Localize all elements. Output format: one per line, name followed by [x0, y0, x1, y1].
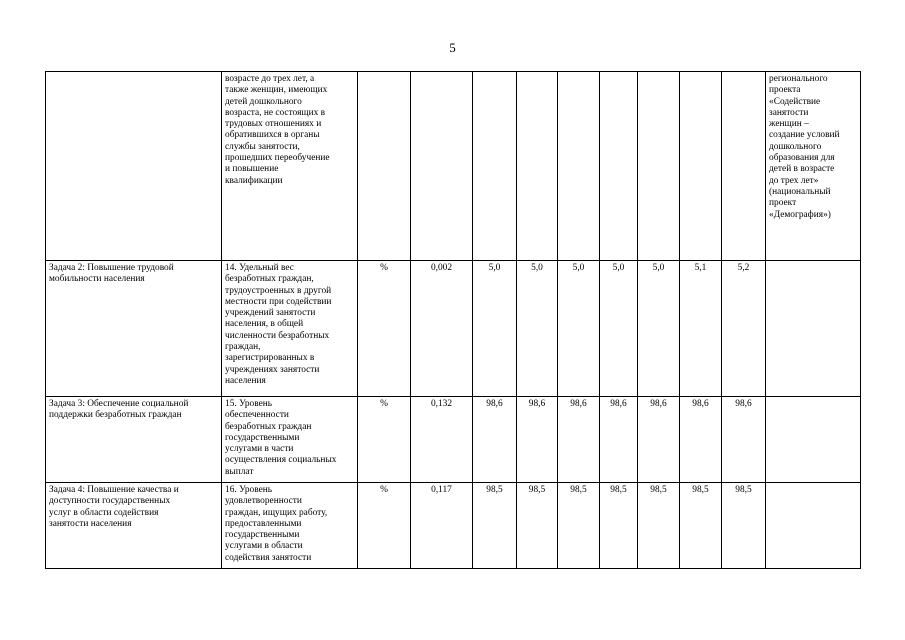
- unit-cell: %: [358, 397, 411, 483]
- value-cell: 5,0: [473, 261, 517, 397]
- task-cell: [46, 72, 222, 261]
- unit-cell: %: [358, 261, 411, 397]
- value-cell: 98,6: [722, 397, 766, 483]
- value-cell: 5,1: [680, 261, 722, 397]
- value-cell: 98,6: [600, 397, 638, 483]
- base-value-cell: 0,117: [411, 483, 473, 569]
- indicator-cell: 15. Уровень обеспеченности безработных граждан государственными услугами в части осуществления социальных выплат: [222, 397, 358, 483]
- value-cell: 5,0: [558, 261, 600, 397]
- value-cell: [600, 72, 638, 261]
- task-cell: Задача 4: Повышение качества и доступности государственных услуг в области содействия занятости населения: [46, 483, 222, 569]
- value-cell: 98,5: [638, 483, 680, 569]
- base-value-cell: 0,132: [411, 397, 473, 483]
- unit-cell: %: [358, 483, 411, 569]
- indicators-table: [45, 71, 861, 569]
- table-row: [46, 261, 861, 397]
- indicator-cell: 16. Уровень удовлетворенности граждан, ищущих работу, предоставленными государственными услугами в области содействия занятости: [222, 483, 358, 569]
- value-cell: 98,5: [600, 483, 638, 569]
- value-cell: [680, 72, 722, 261]
- value-cell: [558, 72, 600, 261]
- note-cell: [766, 483, 861, 569]
- value-cell: 98,5: [722, 483, 766, 569]
- value-cell: 98,5: [680, 483, 722, 569]
- value-cell: 98,6: [638, 397, 680, 483]
- value-cell: 98,6: [680, 397, 722, 483]
- base-value-cell: 0,002: [411, 261, 473, 397]
- page-number: 5: [449, 40, 456, 55]
- note-cell: [766, 261, 861, 397]
- unit-cell: [358, 72, 411, 261]
- value-cell: [517, 72, 558, 261]
- value-cell: 98,6: [558, 397, 600, 483]
- note-cell: [766, 397, 861, 483]
- value-cell: 5,0: [638, 261, 680, 397]
- value-cell: 98,5: [558, 483, 600, 569]
- value-cell: 5,0: [517, 261, 558, 397]
- table-row: [46, 483, 861, 569]
- value-cell: 5,2: [722, 261, 766, 397]
- note-cell: регионального проекта «Содействие занятости женщин – создание условий дошкольного образования для детей в возрасте до трех лет» (национальный проект «Демография»): [766, 72, 861, 261]
- value-cell: 98,6: [517, 397, 558, 483]
- base-value-cell: [411, 72, 473, 261]
- indicator-cell: 14. Удельный вес безработных граждан, трудоустроенных в другой местности при содействии учреждений занятости населения, в общей численности безработных граждан, зарегистрированных в учреждениях занятости населения: [222, 261, 358, 397]
- value-cell: 98,5: [473, 483, 517, 569]
- value-cell: [638, 72, 680, 261]
- task-cell: Задача 3: Обеспечение социальной поддержки безработных граждан: [46, 397, 222, 483]
- value-cell: 5,0: [600, 261, 638, 397]
- task-cell: Задача 2: Повышение трудовой мобильности населения: [46, 261, 222, 397]
- value-cell: [473, 72, 517, 261]
- table-row: [46, 72, 861, 261]
- indicator-cell: возрасте до трех лет, а также женщин, имеющих детей дошкольного возраста, не состоящих в трудовых отношениях и обратившихся в органы службы занятости, прошедших переобучение и повышение квалификации: [222, 72, 358, 261]
- value-cell: 98,5: [517, 483, 558, 569]
- value-cell: [722, 72, 766, 261]
- table-row: [46, 397, 861, 483]
- value-cell: 98,6: [473, 397, 517, 483]
